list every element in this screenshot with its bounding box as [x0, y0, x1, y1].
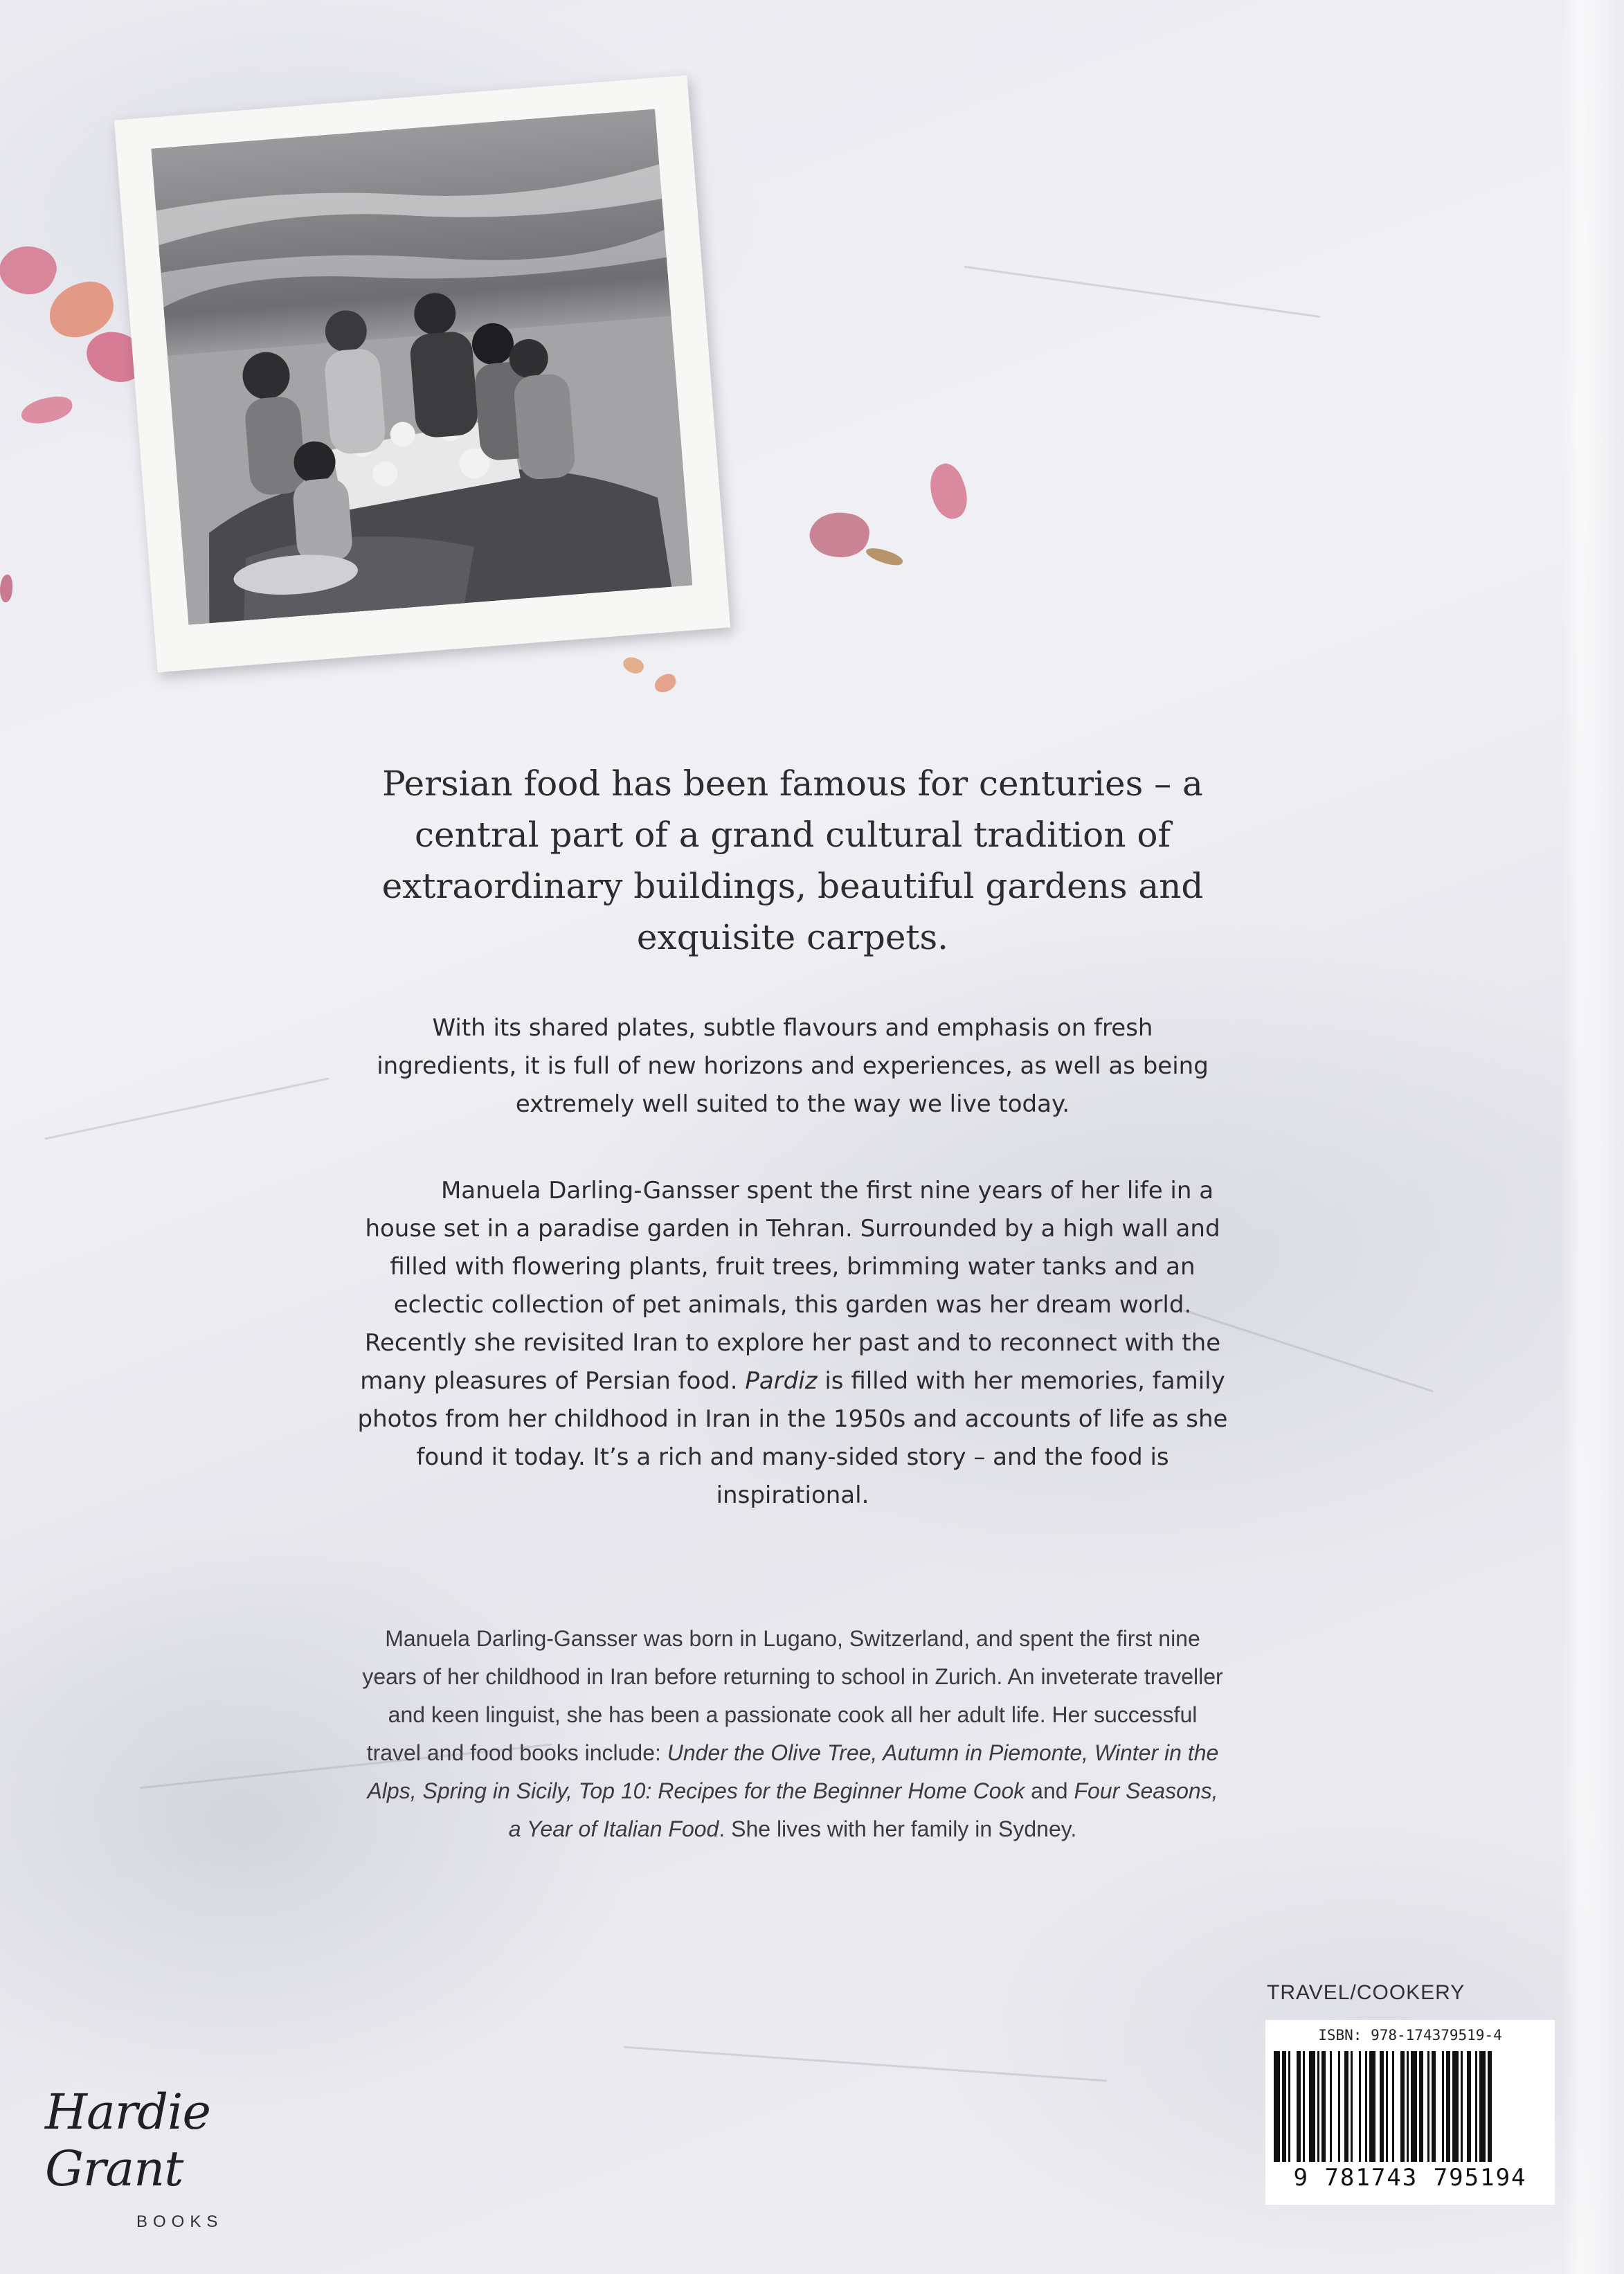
rose-petal — [923, 460, 974, 523]
bio-last-book: Four Seasons, a Year of Italian Food — [508, 1778, 1218, 1841]
barcode-icon — [1274, 2051, 1546, 2162]
author-bio — [360, 1620, 1225, 1848]
barcode-stripe — [1321, 2051, 1326, 2162]
barcode-stripe — [1303, 2051, 1305, 2162]
barcode-digits: 9 781743 795194 — [1293, 2164, 1527, 2192]
barcode-stripe — [1282, 2051, 1286, 2162]
barcode-stripe — [1274, 2051, 1280, 2162]
rose-petal — [621, 653, 647, 677]
barcode-stripe — [1359, 2051, 1361, 2162]
barcode-stripe — [1467, 2051, 1471, 2162]
rose-petal — [0, 237, 62, 302]
vintage-beach-photo — [114, 75, 730, 673]
barcode-stripe — [1297, 2051, 1301, 2162]
barcode-stripe — [1288, 2051, 1290, 2162]
book-category: TRAVEL/COOKERY — [1267, 1981, 1465, 2004]
barcode-stripe — [1351, 2051, 1353, 2162]
beach-picnic-image — [151, 109, 692, 624]
publisher-subtitle: BOOKS — [136, 2212, 224, 2231]
book-spine-edge — [1562, 0, 1624, 2274]
barcode-stripe — [1309, 2051, 1315, 2162]
barcode-stripe — [1344, 2051, 1348, 2162]
barcode-stripe — [1369, 2051, 1375, 2162]
barcode-stripe — [1488, 2051, 1492, 2162]
marble-vein — [44, 1077, 329, 1139]
barcode-stripe — [1432, 2051, 1436, 2162]
barcode-stripe — [1452, 2051, 1459, 2162]
story-text-part1: Manuela Darling-Gansser spent the first nine years of her life in a house set in a paradise garden in Tehran. Surrounded by a high wall and filled with flowering plants, fruit trees, brimming water tanks and an eclectic collection of pet animals, this garden was her dream world. Recently she revisited Iran to explore her past and to reconnect with the many pleasures of Persian food. — [360, 1177, 1221, 1395]
publisher-name: Hardie Grant — [45, 2084, 210, 2197]
barcode-stripe — [1442, 2051, 1444, 2162]
barcode-stripe — [1419, 2051, 1423, 2162]
barcode-stripe — [1479, 2051, 1486, 2162]
bio-and: and — [1025, 1778, 1074, 1803]
barcode-stripe — [1446, 2051, 1450, 2162]
barcode-stripe — [1461, 2051, 1463, 2162]
intro-paragraph: With its shared plates, subtle flavours and emphasis on fresh ingredients, it is full of new horizons and experiences, as well as being extremely well suited to the way we live today. — [377, 1014, 1209, 1118]
story-text-part2: is filled with her memories, family photos from her childhood in Iran in the 1950s and accounts of life as she found it today. It’s a rich and many-sided story – and the food is inspirational. — [357, 1367, 1228, 1509]
barcode-stripe — [1427, 2051, 1429, 2162]
isbn-label: ISBN: 978-174379519-4 — [1318, 2027, 1502, 2043]
bio-closing: . She lives with her family in Sydney. — [719, 1816, 1077, 1841]
marble-vein — [624, 2046, 1108, 2082]
barcode-stripe — [1475, 2051, 1477, 2162]
barcode-stripe — [1407, 2051, 1409, 2162]
rose-stem — [865, 544, 905, 569]
barcode-stripe — [1380, 2051, 1384, 2162]
barcode-stripe — [1386, 2051, 1388, 2162]
bio-books-list: Under the Olive Tree, Autumn in Piemonte, Winter in the Alps, Spring in Sicily, Top 10: Recipes for the Beginner Home Cook — [367, 1740, 1219, 1803]
barcode-stripe — [1338, 2051, 1340, 2162]
barcode-stripe — [1400, 2051, 1405, 2162]
barcode-stripe — [1411, 2051, 1417, 2162]
story-paragraph — [350, 1172, 1236, 1515]
barcode-panel — [1265, 2020, 1555, 2205]
barcode-stripe — [1365, 2051, 1367, 2162]
headline-quote: Persian food has been famous for centuries – a central part of a grand cultural tradition of extraordinary buildings, beautiful gardens and exquisite carpets. — [381, 764, 1204, 957]
publisher-logo — [45, 2084, 336, 2232]
marble-vein — [964, 266, 1320, 318]
barcode-stripe — [1330, 2051, 1332, 2162]
rose-petal — [652, 671, 678, 694]
bio-text: Manuela Darling-Gansser was born in Lugano, Switzerland, and spent the first nine years of her childhood in Iran before returning to school in Zurich. An inveterate traveller and keen linguist, she has been a passionate cook all her adult life. Her successful travel and food books include: — [362, 1626, 1223, 1765]
barcode-stripe — [1392, 2051, 1394, 2162]
barcode-stripe — [1317, 2051, 1319, 2162]
rose-petal — [0, 575, 12, 602]
rose-petal — [19, 394, 75, 426]
rose-bud — [806, 507, 872, 562]
book-title: Pardiz — [745, 1367, 818, 1395]
